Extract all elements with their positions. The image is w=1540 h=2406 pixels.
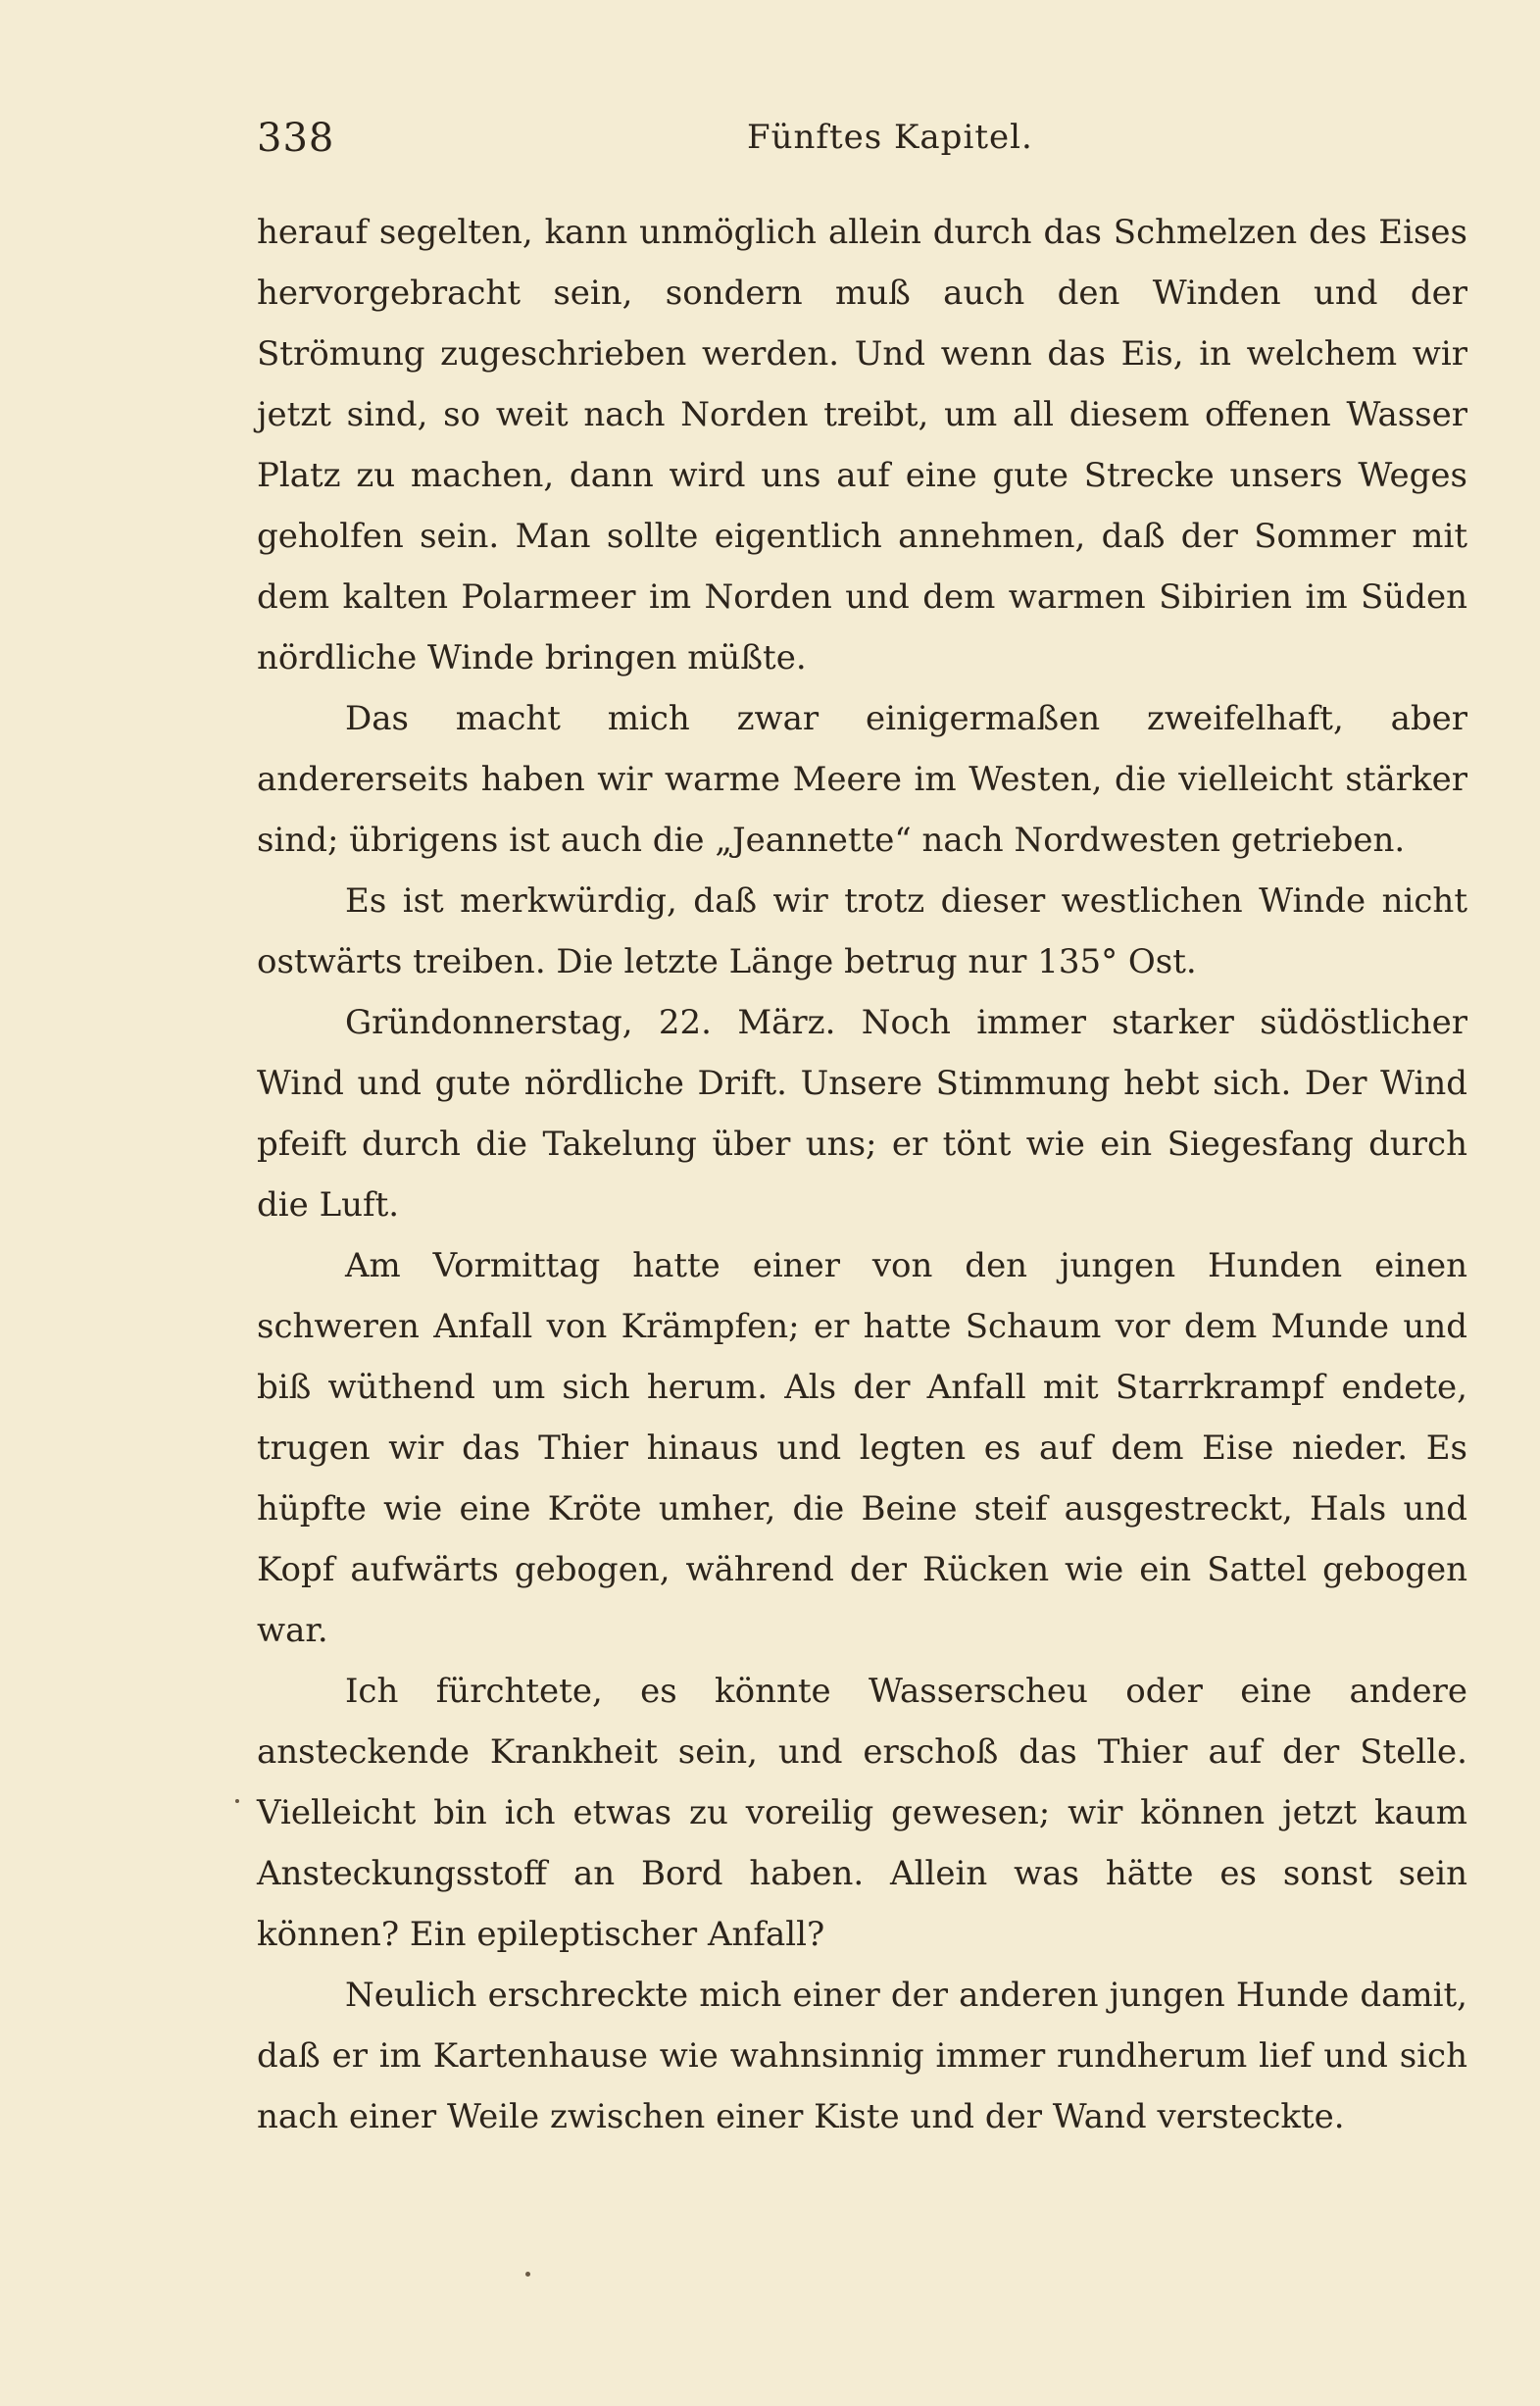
paragraph: Am Vormittag hatte einer von den jungen Hunden einen schweren Anfall von Krämpfen; er hatte Schaum vor dem Munde und biß wüthend um sich herum. Als der Anfall mit Starrkrampf endete, trugen wir das Thier hinaus und legten es auf dem Eise nieder. Es hüpfte wie eine Kröte umher, die Beine steif ausgestreckt, Hals und Kopf aufwärts gebogen, während der Rücken wie ein Sattel gebogen war.: [257, 1246, 1467, 1650]
running-head: Fünftes Kapitel.: [747, 118, 1033, 157]
paragraph: Neulich erschreckte mich einer der anderen jungen Hunde damit, daß er im Kartenhause wie wahnsinnig immer rundherum lief und sich nach einer Weile zwischen einer Kiste und der Wand versteckte.: [257, 1976, 1467, 2136]
diary-entry-paragraph: Gründonnerstag, 22. März. Noch immer starker südöstlicher Wind und gute nördliche Drift. Unsere Stimmung hebt sich. Der Wind pfeift durch die Takelung über uns; er tönt wie ein Siegesfang durch die Luft.: [257, 1003, 1467, 1225]
paragraph: Das macht mich zwar einigermaßen zweifelhaft, aber andererseits haben wir warme Meere im Westen, die vielleicht stärker sind; übrigens ist auch die „Jeannette“ nach Nordwesten getrieben.: [257, 699, 1467, 860]
paper-speck: [525, 2272, 530, 2277]
page-number: 338: [257, 116, 335, 161]
paper-speck: [235, 1799, 239, 1803]
paragraph-continued: herauf segelten, kann unmöglich allein durch das Schmelzen des Eises hervorgebracht sein, sondern muß auch den Winden und der Strömung zugeschrieben werden. Und wenn das Eis, in welchem wir jetzt sind, so weit nach Norden treibt, um all diesem offenen Wasser Platz zu machen, dann wird uns auf eine gute Strecke unsers Weges geholfen sein. Man sollte eigentlich annehmen, daß der Sommer mit dem kalten Polarmeer im Norden und dem warmen Sibirien im Süden nördliche Winde bringen müßte.: [257, 213, 1467, 677]
body-text: [257, 202, 1467, 2147]
paragraph: Ich fürchtete, es könnte Wasserscheu oder eine andere ansteckende Krankheit sein, und erschoß das Thier auf der Stelle. Vielleicht bin ich etwas zu voreilig gewesen; wir können jetzt kaum Ansteckungsstoff an Bord haben. Allein was hätte es sonst sein können? Ein epileptischer Anfall?: [257, 1672, 1467, 1954]
page-header: [257, 116, 1453, 175]
paragraph: Es ist merkwürdig, daß wir trotz dieser westlichen Winde nicht ostwärts treiben. Die letzte Länge betrug nur 135° Ost.: [257, 881, 1467, 981]
